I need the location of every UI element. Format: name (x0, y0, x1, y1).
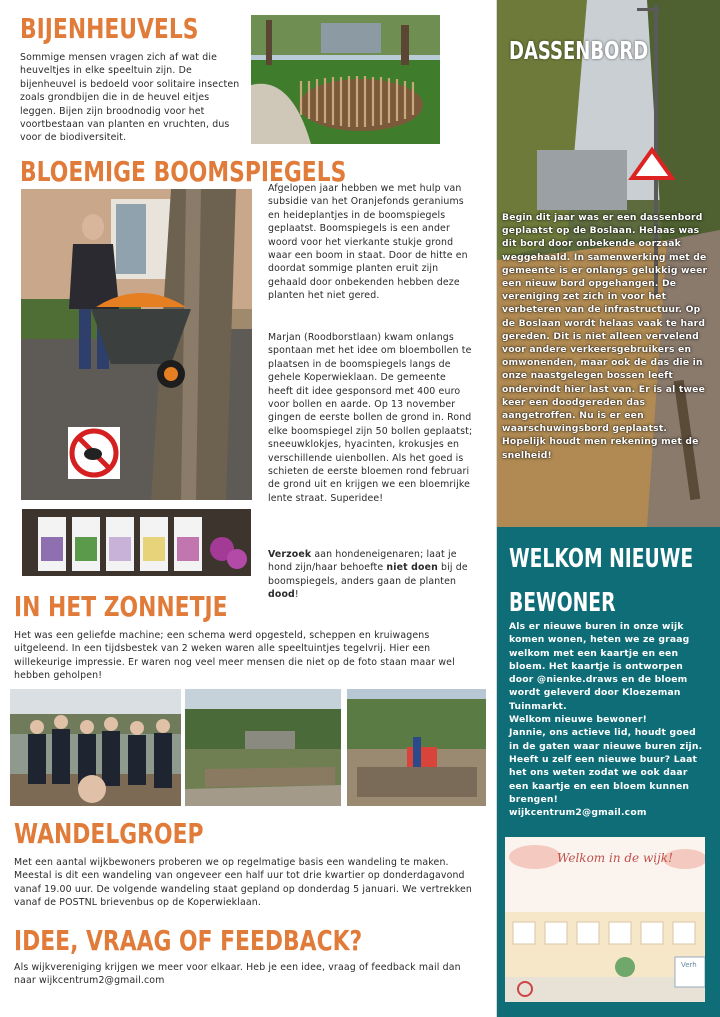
boomspiegels-request (268, 548, 473, 602)
bijenheuvels-heading: BIJENHEUVELS (20, 12, 199, 45)
welkom-card-script: Welkom in de wijk! (557, 851, 673, 865)
request-bold-label: Verzoek (268, 549, 312, 560)
welkom-text-1: Als er nieuwe buren in onze wijk komen wonen, heten we ze graag welkom met een kaartje en een bloem. Het kaartje is ontworpen door @nienke.draws en de bloem wordt geleverd door Kloezeman Tuinmarkt. (509, 621, 690, 712)
request-text-a: aan hondeneigenaren; laat je hond zijn/haar behoefte (268, 549, 457, 574)
planting-photo (21, 189, 252, 500)
bijenheuvels-text: Sommige mensen vragen zich af wat die heuveltjes in elke speeltuin zijn. De bijenheuvel is bedoeld voor solitaire insecten zoals grondbijen die in de heuvel eitjes leggen. Bijen zijn broodnodig voor het voortbestaan van planten en vruchten, dus voor de biodiversiteit. (20, 52, 240, 144)
welkom-text-3: Jannie, ons actieve lid, houdt goed in de gaten waar nieuwe buren zijn. Heeft u zelf een nieuwe buur? Laat het ons weten zodat we ook daar een kaartje en een bloem kunnen brengen! (509, 727, 703, 805)
request-bold-dood: dood (268, 589, 295, 601)
wandelgroep-heading: WANDELGROEP (14, 817, 204, 850)
request-text-c: ! (294, 589, 299, 601)
welkom-card-illustration (505, 837, 705, 1002)
welkom-box (497, 527, 720, 1017)
feedback-text: Als wijkvereniging krijgen we meer voor elkaar. Heb je een idee, vraag of feedback mail dan naar wijkcentrum2@gmail.com (14, 962, 461, 987)
zonnetje-text: Het was een geliefde machine; een schema werd opgesteld, scheppen en kruiwagens uitgeleend. In een tijdsbestek van 2 weken waren alle speeltuintjes tegelvrij. Hier een willekeurige impressie. Er waren nog veel meer mensen die niet op de foto staan maar wel hebben geholpen! (14, 630, 455, 682)
boomspiegels-para2: Marjan (Roodborstlaan) kwam onlangs spontaan met het idee om bloembollen te plaatsen in de boomspiegels langs de gehele Koperwieklaan. De gemeente heeft dit idee gesponsord met 400 euro voor bollen en aarde. Op 13 november gingen de eerste bollen de grond in. Rond elke boomspiegel zijn 50 bollen geplaatst; sneeuwklokjes, hyacinten, krokusjes en verschillende uienbollen. Als het goed is schieten de eerste bloemen rond februari de grond uit en krijgen we een bloemrijke lente straat. Superidee! (268, 332, 473, 504)
welkom-card-partial-text: Verh (681, 961, 697, 969)
welkom-heading: WELKOM NIEUWE BEWONER (509, 544, 694, 618)
welkom-text-2: Welkom nieuwe bewoner! (509, 714, 648, 726)
feedback-heading: IDEE, VRAAG OF FEEDBACK? (14, 924, 363, 957)
welkom-text (509, 620, 709, 819)
wandelgroep-text: Met een aantal wijkbewoners proberen we op regelmatige basis een wandeling te maken. Meestal is dit een wandeling van ongeveer een half uur tot drie kwartier op donderdagavond vanaf 19.00 uur. De volgende wandeling staat gepland op donderdag 5 januari. We vertrekken vanaf de POSTNL brievenbus op de Koperwieklaan. (14, 857, 473, 909)
zonnetje-heading: IN HET ZONNETJE (14, 590, 228, 623)
welkom-email[interactable]: wijkcentrum2@gmail.com (509, 807, 647, 819)
dassenbord-text: Begin dit jaar was er een dassenbord geplaatst op de Boslaan. Helaas was dit bord door onbekende oorzaak weggehaald. In samenwerking met de gemeente is er onlangs gelukkig weer een nieuw bord opgehangen. De vereniging zet zich in voor het verbeteren van de infrastructuur. Op de Boslaan wordt helaas vaak te hard gereden. Dit is niet alleen vervelend voor andere verkeersgebruikers en omwonenden, maar ook de das die in onze naastgelegen bossen leeft ondervindt hier last van. Er is al twee keer een doodgereden das aangetroffen. Nu is er een waarschuwingsbord geplaatst. Hopelijk houdt men rekening met de snelheid! (502, 212, 708, 461)
playground-photo-2 (347, 689, 486, 806)
bijenheuvel-photo (251, 15, 440, 144)
boomspiegels-para1: Afgelopen jaar hebben we met hulp van subsidie van het Oranjefonds geraniums en heideplantjes in de boomspiegels geplaatst. Boomspiegels is een ander woord voor het vierkante stukje grond waar een boom in staat. Door de hitte en doordat sommige planten eruit zijn gehaald door onbekenden hebben deze planten het niet gered. (268, 183, 468, 302)
request-bold-niet-doen: niet doen (386, 562, 438, 574)
flower-bulbs-photo (22, 509, 251, 576)
volunteers-photo (10, 689, 181, 806)
playground-photo-1 (185, 689, 341, 806)
request-text-b: bij de boomspiegels, anders gaan de planten (268, 562, 468, 587)
boomspiegels-heading: BLOEMIGE BOOMSPIEGELS (20, 155, 347, 188)
dassenbord-heading: DASSENBORD (509, 36, 649, 65)
right-column (497, 0, 720, 1017)
